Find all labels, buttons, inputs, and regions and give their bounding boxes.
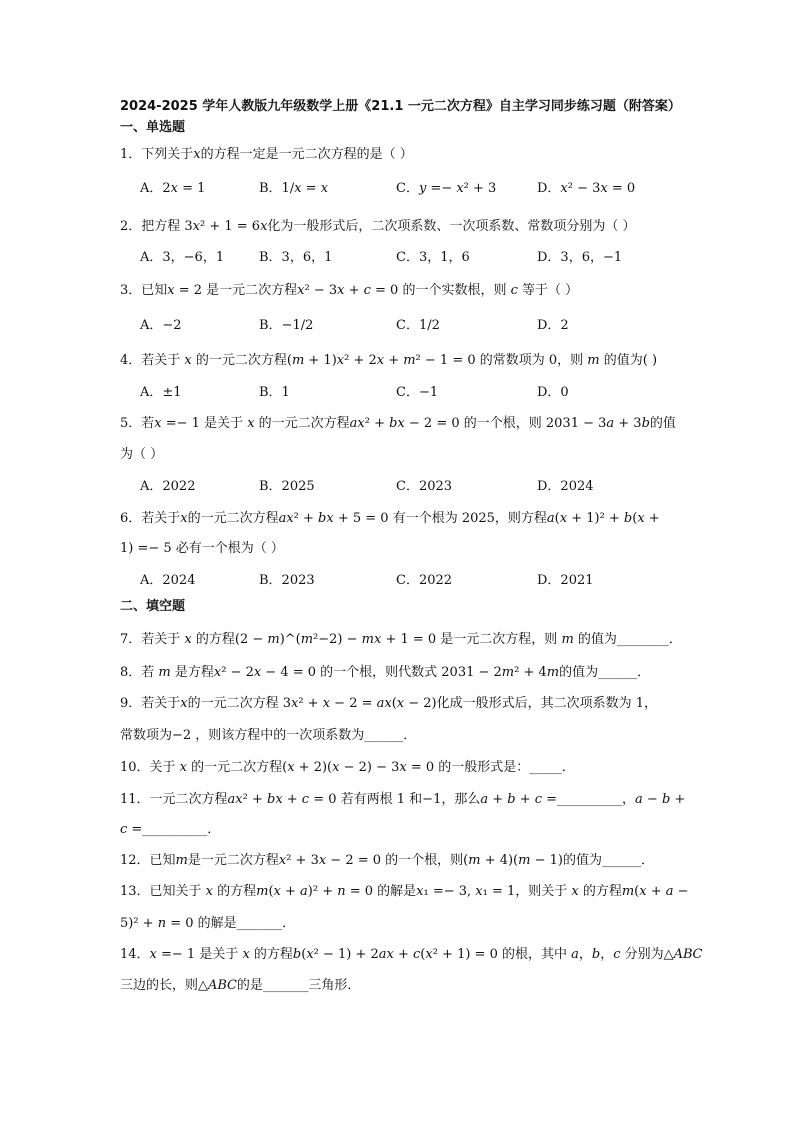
- q3-option-d: D．2: [537, 318, 569, 333]
- question-9-line-2: 常数项为−2 ，则该方程中的一次项系数为______．: [120, 728, 417, 743]
- q2-option-c: C．3，1，6: [396, 250, 470, 265]
- question-13-line-2: 5)² + 𝑛 = 0 的解是_______．: [120, 916, 296, 931]
- question-13-line-1: 13．已知关于 𝑥 的方程𝑚(𝑥 + 𝑎)² + 𝑛 = 0 的解是𝑥₁ =− 3, 𝑥₁ = 1，则关于 𝑥 的方程𝑚(𝑥 + 𝑎 −: [120, 884, 689, 899]
- question-12: 12．已知𝑚是一元二次方程𝑥² + 3𝑥 − 2 = 0 的一个根，则(𝑚 + 4)(𝑚 − 1)的值为______．: [120, 853, 654, 868]
- q2-option-d: D．3，6，−1: [537, 250, 623, 265]
- q3-option-c: C．1/2: [396, 318, 440, 333]
- q4-option-a: A．±1: [140, 385, 182, 400]
- q4-option-d: D．0: [537, 385, 569, 400]
- q5-option-b: B．2025: [259, 479, 315, 494]
- q2-option-a: A．3，−6，1: [140, 250, 225, 265]
- question-5-line-1: 5．若𝑥 =− 1 是关于 𝑥 的一元二次方程𝑎𝑥² + 𝑏𝑥 − 2 = 0 的一个根，则 2031 − 3𝑎 + 3𝑏的值: [120, 416, 676, 431]
- question-9-line-1: 9．若关于𝑥的一元二次方程 3𝑥² + 𝑥 − 2 = 𝑎𝑥(𝑥 − 2)化成一般形式后，其二次项系数为 1，: [120, 696, 658, 711]
- q2-option-b: B．3，6，1: [259, 250, 333, 265]
- q1-option-c: C．𝑦 =− 𝑥² + 3: [396, 181, 497, 196]
- q3-option-b: B．−1/2: [259, 318, 314, 333]
- question-10: 10．关于 𝑥 的一元二次方程(𝑥 + 2)(𝑥 − 2) − 3𝑥 = 0 的一般形式是：_____．: [120, 760, 575, 775]
- section-heading-fill-blank: 二、填空题: [120, 599, 186, 614]
- question-8: 8．若 𝑚 是方程𝑥² − 2𝑥 − 4 = 0 的一个根，则代数式 2031 − 2𝑚² + 4𝑚的值为______．: [120, 665, 651, 680]
- question-4: 4．若关于 𝑥 的一元二次方程(𝑚 + 1)𝑥² + 2𝑥 + 𝑚² − 1 = 0 的常数项为 0，则 𝑚 的值为( ): [120, 353, 658, 368]
- question-5-line-2: 为（ ）: [120, 447, 164, 462]
- q3-option-a: A．−2: [140, 318, 182, 333]
- document-title: 2024-2025 学年人教版九年级数学上册《21.1 一元二次方程》自主学习同步练习题（附答案）: [120, 99, 681, 114]
- q5-option-c: C．2023: [396, 479, 453, 494]
- q6-option-a: A．2024: [140, 573, 196, 588]
- section-heading-single-choice: 一、单选题: [120, 120, 186, 135]
- q4-option-c: C．−1: [396, 385, 439, 400]
- question-2: 2．把方程 3𝑥² + 1 = 6𝑥化为一般形式后，二次项系数、一次项系数、常数项分别为（ ）: [120, 219, 636, 234]
- question-3: 3．已知𝑥 = 2 是一元二次方程𝑥² − 3𝑥 + 𝑐 = 0 的一个实数根，则 𝑐 等于（ ）: [120, 283, 579, 298]
- question-6-line-2: 1) =− 5 必有一个根为（ ）: [120, 541, 284, 556]
- question-7: 7．若关于 𝑥 的方程(2 − 𝑚)^(𝑚²−2) − 𝑚𝑥 + 1 = 0 是一元二次方程，则 𝑚 的值为________．: [120, 632, 682, 647]
- q1-option-a: A．2𝑥 = 1: [140, 181, 206, 196]
- q5-option-d: D．2024: [537, 479, 594, 494]
- question-14-line-2: 三边的长，则△𝐴𝐵𝐶的是_______三角形．: [120, 978, 361, 993]
- q6-option-d: D．2021: [537, 573, 594, 588]
- q6-option-b: B．2023: [259, 573, 315, 588]
- q1-option-d: D．𝑥² − 3𝑥 = 0: [537, 181, 636, 196]
- question-11-line-2: 𝑐 =__________．: [120, 822, 221, 837]
- question-6-line-1: 6．若关于𝑥的一元二次方程𝑎𝑥² + 𝑏𝑥 + 5 = 0 有一个根为 2025，则方程𝑎(𝑥 + 1)² + 𝑏(𝑥 +: [120, 511, 660, 526]
- q5-option-a: A．2022: [140, 479, 196, 494]
- question-1: 1．下列关于𝑥的方程一定是一元二次方程的是（ ）: [120, 147, 413, 162]
- question-11-line-1: 11．一元二次方程𝑎𝑥² + 𝑏𝑥 + 𝑐 = 0 若有两根 1 和−1，那么𝑎 + 𝑏 + 𝑐 =__________，𝑎 − 𝑏 +: [120, 792, 686, 807]
- question-14-line-1: 14．𝑥 =− 1 是关于 𝑥 的方程𝑏(𝑥² − 1) + 2𝑎𝑥 + 𝑐(𝑥² + 1) = 0 的根，其中 𝑎，𝑏，𝑐 分别为△𝐴𝐵𝐶: [120, 947, 703, 962]
- q6-option-c: C．2022: [396, 573, 453, 588]
- q4-option-b: B．1: [259, 385, 290, 400]
- q1-option-b: B．1/𝑥 = 𝑥: [259, 181, 329, 196]
